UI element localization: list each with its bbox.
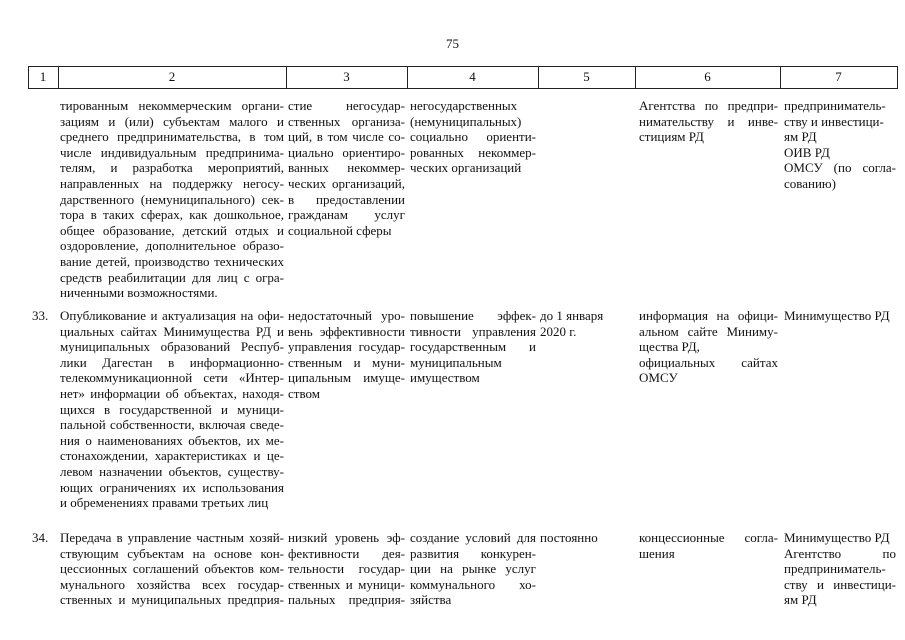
text-line: предприниматель-: [784, 98, 886, 113]
text-line: ческих организаций: [410, 160, 522, 176]
row-34-number: 34.: [32, 530, 49, 545]
text-line: ям РД: [784, 592, 817, 608]
text-line: ОМСУ: [639, 370, 678, 386]
text-line: ственных организа-: [288, 113, 405, 129]
text-line: муниципальным: [410, 354, 502, 370]
row-34-deadline: [540, 530, 634, 546]
text-line: социальной сферы: [288, 222, 392, 238]
text-line: официальных сайтах: [639, 354, 778, 370]
text-line: ющих ограничениях их использования: [60, 479, 284, 495]
text-line: вень эффективности: [288, 323, 405, 339]
text-line: общее образование, детский отдых и: [60, 222, 284, 238]
text-line: щихся в государственной и муници-: [60, 401, 284, 417]
text-line: Минимущество РД: [784, 308, 890, 323]
text-line: гражданам услуг: [288, 207, 405, 223]
header-col-5: 5: [583, 69, 590, 84]
text-line: оздоровление, дополнительное образо-: [60, 238, 284, 254]
continuation-indicator-text: [639, 98, 778, 145]
row-33-deadline: [540, 308, 634, 339]
text-line: в предоставлении: [288, 191, 405, 207]
text-line: ствующим субъектам на основе кон-: [60, 545, 284, 561]
text-line: ОМСУ (по согла-: [784, 160, 896, 176]
text-line: ством: [288, 385, 320, 401]
text-line: 2020 г.: [540, 323, 577, 339]
text-line: и обременениях правами третьих лиц: [60, 495, 269, 511]
text-line: зяйства: [410, 592, 452, 608]
text-line: Передача в управление частным хозяй-: [60, 530, 284, 545]
text-line: ям РД: [784, 129, 817, 145]
text-line: ниченными возможностями.: [60, 285, 218, 301]
header-col-1: 1: [39, 69, 47, 84]
text-line: развития конкурен-: [410, 545, 536, 561]
text-line: информация на офици-: [639, 308, 778, 323]
text-line: телекоммуникационной сети «Интер-: [60, 370, 284, 386]
text-line: ций, в том числе со-: [288, 129, 405, 145]
text-line: Агентства по предпри-: [639, 98, 778, 113]
text-line: направленных на поддержку негосу-: [60, 175, 284, 191]
row-33-indicator: [639, 308, 778, 386]
text-line: числе индивидуальным предпринима-: [60, 144, 284, 160]
continuation-result-text: [410, 98, 536, 176]
text-line: недостаточный уро-: [288, 308, 405, 323]
text-line: левом назначении объектов, существу-: [60, 463, 284, 479]
text-line: постоянно: [540, 530, 598, 545]
text-line: стонахождении, характеристиках и це-: [60, 448, 284, 464]
header-col-6: 6: [704, 69, 711, 84]
text-line: (немуниципальных): [410, 113, 522, 129]
text-line: стие негосудар-: [288, 98, 405, 113]
text-line: тированным некоммерческим органи-: [60, 98, 284, 113]
text-line: щества РД,: [639, 339, 700, 355]
row-34-executor: [784, 530, 896, 608]
text-line: циальных сайтах Минимущества РД и: [60, 323, 284, 339]
text-line: ции на рынке услуг: [410, 561, 536, 577]
continuation-executor-text: [784, 98, 896, 192]
text-line: ципальным имуще-: [288, 370, 405, 386]
row-34-problem: [288, 530, 405, 608]
text-line: сованию): [784, 175, 836, 191]
text-line: тивности управления: [410, 323, 536, 339]
text-line: зациям и (или) субъектам малого и: [60, 113, 284, 129]
row-33-result: [410, 308, 536, 386]
text-line: альном сайте Миниму-: [639, 323, 778, 339]
text-line: ственных и муниципальных предприя-: [60, 592, 284, 608]
row-33-number: 33.: [32, 308, 49, 323]
text-line: ственных и муници-: [288, 576, 405, 592]
text-line: до 1 января: [540, 308, 604, 323]
text-line: средств реабилитации для лиц с огра-: [60, 269, 284, 285]
text-line: нет» информации об объектах, находя-: [60, 385, 284, 401]
text-line: Опубликование и актуализация на офи-: [60, 308, 284, 323]
text-line: вание детей, производство технических: [60, 253, 284, 269]
text-line: телям, и разработка мероприятий,: [60, 160, 284, 176]
row-33-problem: [288, 308, 405, 402]
row-33-measure: [60, 308, 284, 511]
text-line: рованных некоммер-: [410, 144, 536, 160]
text-line: пальной собственности, включая сведе-: [60, 417, 284, 433]
text-line: создание условий для: [410, 530, 536, 545]
text-line: ческих организаций,: [288, 175, 405, 191]
text-line: низкий уровень эф-: [288, 530, 405, 545]
text-line: фективности дея-: [288, 545, 405, 561]
text-line: коммунального хо-: [410, 576, 536, 592]
row-33-executor: [784, 308, 896, 324]
text-line: лики Дагестан в информационно-: [60, 354, 284, 370]
text-line: негосударственных: [410, 98, 518, 113]
text-line: предприниматель-: [784, 561, 886, 577]
text-line: социально ориенти-: [410, 129, 536, 145]
text-line: цессионных соглашений объектов ком-: [60, 561, 284, 577]
text-line: дарственного (немуниципального) сек-: [60, 191, 284, 207]
column-divider: [897, 66, 898, 88]
text-line: мунального хозяйства всех государ-: [60, 576, 284, 592]
continuation-problem-text: [288, 98, 405, 238]
text-line: Агентство по: [784, 545, 896, 561]
page-number: 75: [446, 36, 459, 51]
text-line: управления государ-: [288, 339, 405, 355]
text-line: концессионные согла-: [639, 530, 778, 545]
header-col-7: 7: [835, 69, 842, 84]
text-line: шения: [639, 545, 675, 561]
row-34-indicator: [639, 530, 778, 561]
text-line: Минимущество РД: [784, 530, 890, 545]
text-line: ОИВ РД: [784, 144, 830, 160]
text-line: ству и инвестици-: [784, 113, 884, 129]
text-line: ния о наименованиях объектов, их ме-: [60, 432, 284, 448]
text-line: стициям РД: [639, 129, 704, 145]
text-line: тора в таких сферах, как дошкольное,: [60, 207, 284, 223]
text-line: циально ориентиро-: [288, 144, 405, 160]
text-line: государственным и: [410, 339, 536, 355]
text-line: нимательству и инве-: [639, 113, 778, 129]
header-col-2: 2: [168, 69, 176, 84]
text-line: ванных некоммер-: [288, 160, 405, 176]
text-line: пальных предприя-: [288, 592, 405, 608]
continuation-measure-text: [60, 98, 284, 301]
header-col-3: 3: [343, 69, 350, 84]
text-line: тельности государ-: [288, 561, 405, 577]
text-line: ственным и муни-: [288, 354, 405, 370]
header-col-4: 4: [469, 69, 476, 84]
row-34-measure: [60, 530, 284, 608]
text-line: ству и инвестици-: [784, 576, 896, 592]
text-line: имуществом: [410, 370, 480, 386]
text-line: среднего предпринимательства, в том: [60, 129, 284, 145]
text-line: муниципальных образований Респуб-: [60, 339, 284, 355]
text-line: повышение эффек-: [410, 308, 536, 323]
row-34-result: [410, 530, 536, 608]
header-bottom-rule: [28, 88, 898, 89]
